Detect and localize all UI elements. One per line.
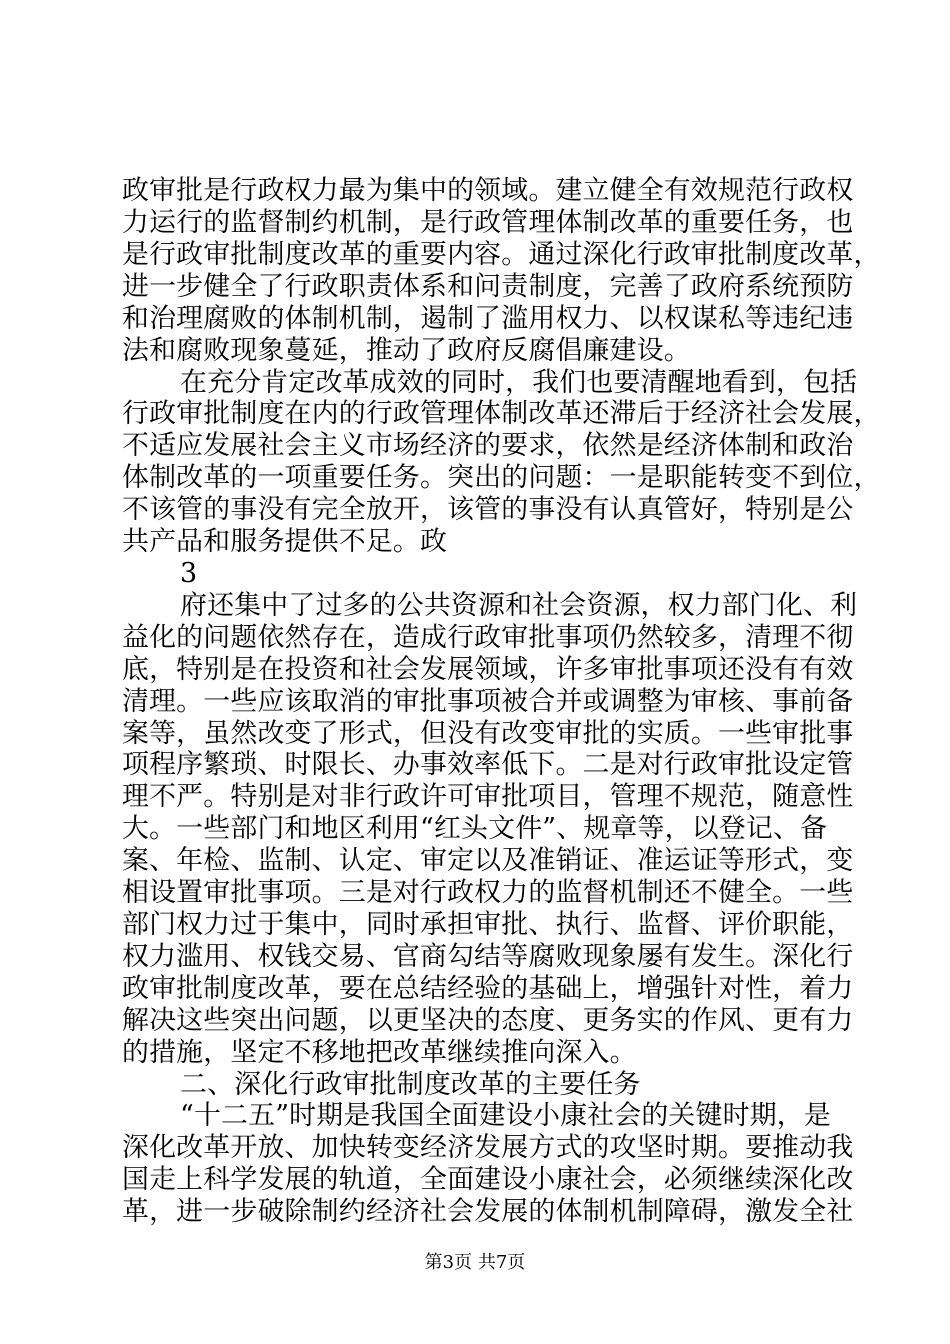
text-line: 权力滥用、权钱交易、官商勾结等腐败现象屡有发生。深化行 <box>122 940 854 972</box>
text-line: 政审批制度改革，要在总结经验的基础上，增强针对性，着力 <box>122 972 854 1004</box>
text-line: 项程序繁琐、时限长、办事效率低下。二是对行政审批设定管 <box>122 749 854 781</box>
text-line: 案等，虽然改变了形式，但没有改变审批的实质。一些审批事 <box>122 717 854 749</box>
section-heading: 二、深化行政审批制度改革的主要任务 <box>180 1068 641 1100</box>
page-number-marker: 3 <box>180 557 198 589</box>
text-line: 部门权力过于集中，同时承担审批、执行、监督、评价职能， <box>122 908 854 940</box>
text-line: 行政审批制度在内的行政管理体制改革还滞后于经济社会发展， <box>122 398 881 430</box>
text-line: 法和腐败现象蔓延，推动了政府反腐倡廉建设。 <box>122 334 691 366</box>
text-line: 大。一些部门和地区利用“红头文件”、规章等，以登记、备 <box>122 813 828 845</box>
text-line: 国走上科学发展的轨道，全面建设小康社会，必须继续深化改 <box>122 1164 854 1196</box>
text-line: 相设置审批事项。三是对行政权力的监督机制还不健全。一些 <box>122 877 854 908</box>
text-line: 底，特别是在投资和社会发展领域，许多审批事项还没有有效 <box>122 653 854 685</box>
text-line: 共产品和服务提供不足。政 <box>122 526 448 557</box>
text-line: 不该管的事没有完全放开，该管的事没有认真管好，特别是公 <box>122 494 854 526</box>
page-footer: 第3页 共7页 <box>424 1252 526 1273</box>
text-line: 力运行的监督制约机制，是行政管理体制改革的重要任务，也 <box>122 206 854 238</box>
text-line: 革，进一步破除制约经济社会发展的体制机制障碍，激发全社 <box>122 1196 854 1228</box>
text-line: 在充分肯定改革成效的同时，我们也要清醒地看到，包括 <box>180 366 858 398</box>
text-line: 解决这些突出问题，以更坚决的态度、更务实的作风、更有力 <box>122 1004 854 1036</box>
text-line: 体制改革的一项重要任务。突出的问题：一是职能转变不到位， <box>122 462 881 494</box>
text-line: 是行政审批制度改革的重要内容。通过深化行政审批制度改革， <box>122 238 881 270</box>
text-line: 案、年检、监制、认定、审定以及准销证、准运证等形式，变 <box>122 845 854 877</box>
text-line: 益化的问题依然存在，造成行政审批事项仍然较多，清理不彻 <box>122 621 854 653</box>
text-line: 清理。一些应该取消的审批事项被合并或调整为审核、事前备 <box>122 685 854 717</box>
text-line: 理不严。特别是对非行政许可审批项目，管理不规范，随意性 <box>122 781 854 813</box>
text-line: 政审批是行政权力最为集中的领域。建立健全有效规范行政权 <box>122 175 854 206</box>
text-line: “十二五”时期是我国全面建设小康社会的关键时期，是 <box>180 1100 831 1132</box>
text-line: 进一步健全了行政职责体系和问责制度，完善了政府系统预防 <box>122 270 854 302</box>
text-line: 的措施，坚定不移地把改革继续推向深入。 <box>122 1036 637 1068</box>
text-line: 深化改革开放、加快转变经济发展方式的攻坚时期。要推动我 <box>122 1132 854 1164</box>
text-line: 府还集中了过多的公共资源和社会资源，权力部门化、利 <box>180 589 858 621</box>
text-line: 和治理腐败的体制机制，遏制了滥用权力、以权谋私等违纪违 <box>122 302 854 334</box>
text-line: 不适应发展社会主义市场经济的要求，依然是经济体制和政治 <box>122 430 854 462</box>
